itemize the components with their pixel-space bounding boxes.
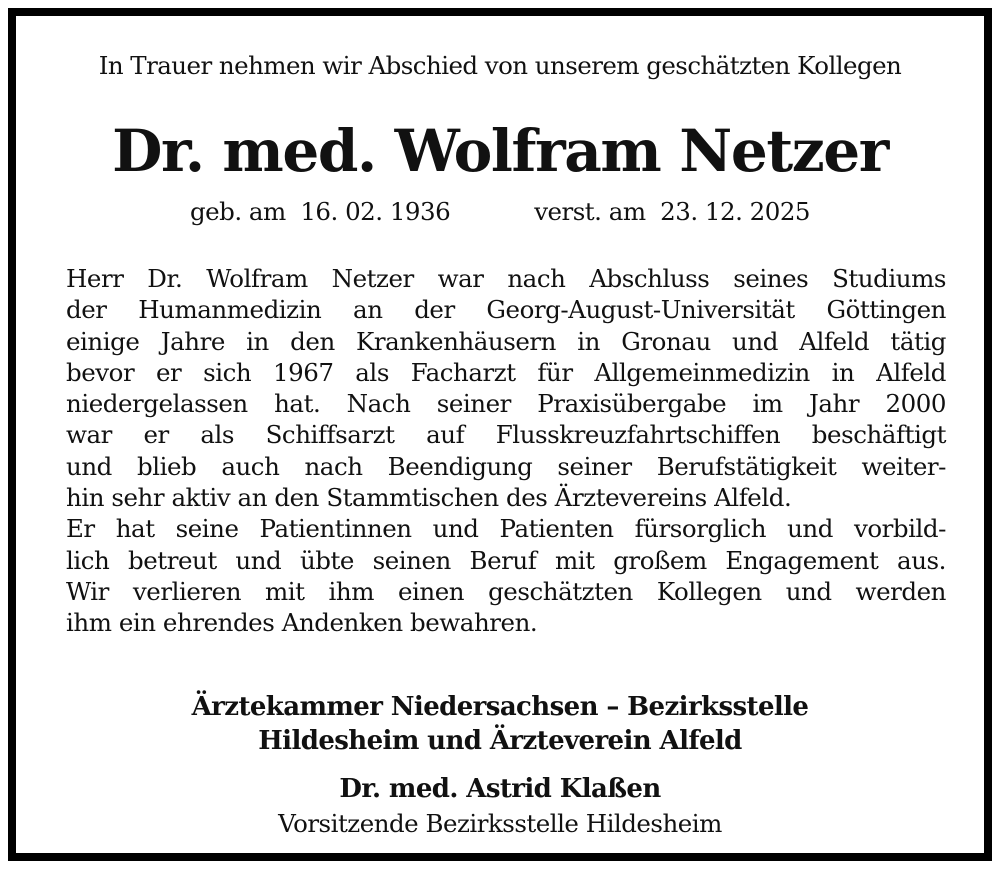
death-date: verst. am 23. 12. 2025 xyxy=(534,197,811,226)
body-line: war er als Schiffsarzt auf Flusskreuzfahrtschiffen beschäftigt xyxy=(66,420,946,450)
body-line: hin sehr aktiv an den Stammtischen des Ärztevereins Alfeld. xyxy=(66,483,792,513)
body-line: Wir verlieren mit ihm einen geschätzten Kollegen und werden xyxy=(66,576,946,606)
body-line: bevor er sich 1967 als Facharzt für Allgemeinmedizin in Alfeld xyxy=(66,357,946,387)
obituary-frame xyxy=(8,8,992,861)
organization-name xyxy=(16,690,984,758)
body-line: einige Jahre in den Krankenhäusern in Gronau und Alfeld tätig xyxy=(66,326,946,356)
organization-line: Hildesheim und Ärzteverein Alfeld xyxy=(258,726,742,756)
birth-date: geb. am 16. 02. 1936 xyxy=(189,197,451,226)
obituary-text xyxy=(66,263,946,639)
body-line: lich betreut und übte seinen Beruf mit großem Engagement aus. xyxy=(66,545,946,575)
body-line: niedergelassen hat. Nach seiner Praxisübergabe im Jahr 2000 xyxy=(66,389,946,419)
life-dates xyxy=(16,196,984,228)
body-line: Herr Dr. Wolfram Netzer war nach Abschluss seines Studiums xyxy=(66,264,946,293)
intro-line: In Trauer nehmen wir Abschied von unserem geschätzten Kollegen xyxy=(98,51,902,80)
signer-name: Dr. med. Astrid Klaßen xyxy=(339,774,661,804)
organization-line: Ärztekammer Niedersachsen – Bezirksstelle xyxy=(191,692,809,722)
body-line: der Humanmedizin an der Georg-August-Universität Göttingen xyxy=(66,295,946,325)
signer-role: Vorsitzende Bezirksstelle Hildesheim xyxy=(278,809,722,838)
body-line: und blieb auch nach Beendigung seiner Berufstätigkeit weiter- xyxy=(66,451,946,481)
body-line: ihm ein ehrendes Andenken bewahren. xyxy=(66,608,538,638)
body-line: Er hat seine Patientinnen und Patienten fürsorglich und vorbild- xyxy=(66,514,946,544)
deceased-name: Dr. med. Wolfram Netzer xyxy=(112,117,888,185)
